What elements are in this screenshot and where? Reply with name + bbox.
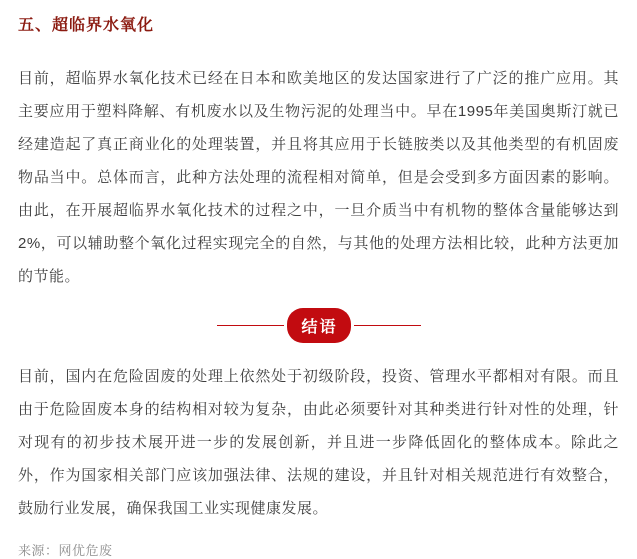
paragraph-conclusion: 目前，国内在危险固废的处理上依然处于初级阶段，投资、管理水平都相对有限。而且由于危险固废本身的结构相对较为复杂，由此必须要针对其种类进行针对性的处理，针对现有的初步技术展开进一步的发展创新，并且进一步降低固化的整体成本。除此之外，作为国家相关部门应该加强法律、法规的建设，并且针对相关规范进行有效整合，鼓励行业发展，确保我国工业实现健康发展。 (18, 368, 619, 517)
section-heading: 五、超临界水氧化 (18, 17, 155, 34)
conclusion-badge: 结语 (287, 308, 351, 343)
source-attribution: 来源：网优危废 (18, 543, 113, 558)
paragraph-supercritical-water-oxidation: 目前，超临界水氧化技术已经在日本和欧美地区的发达国家进行了广泛的推广应用。其主要应用于塑料降解、有机废水以及生物污泥的处理当中。早在1995年美国奥斯汀就已经建造起了真正商业化的处理装置，并且将其应用于长链胺类以及其他类型的有机固废物品当中。总体而言，此种方法处理的流程相对简单，但是会受到多方面因素的影响。由此，在开展超临界水氧化技术的过程之中，一旦介质当中有机物的整体含量能够达到2%，可以辅助整个氧化过程实现完全的自然，与其他的处理方法相比较，此种方法更加的节能。 (18, 70, 619, 285)
divider-line-right (354, 325, 421, 326)
conclusion-divider (217, 308, 421, 343)
divider-line-left (217, 325, 284, 326)
